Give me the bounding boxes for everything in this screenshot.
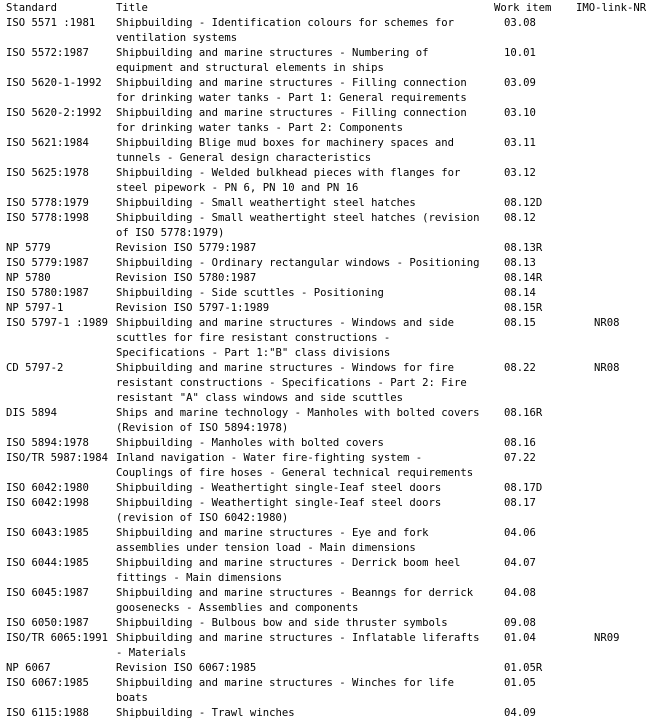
standard-cell: ISO 5778:1998 (6, 212, 89, 224)
table-body (0, 16, 649, 721)
standard-cell: ISO 6042:1998 (6, 497, 89, 509)
table-row (0, 136, 649, 166)
standard-cell: ISO/TR 6065:1991 (6, 632, 109, 644)
imo-link-cell (574, 496, 649, 526)
standard-cell: ISO 5894:1978 (6, 437, 89, 449)
imo-link-cell (574, 211, 649, 241)
imo-link-cell: NR08 (594, 362, 620, 374)
title-cell: Shipbuilding - Trawl winches (116, 707, 295, 719)
standard-cell: ISO 5797-1 :1989 (6, 317, 109, 329)
title-cell: Revision ISO 5780:1987 (116, 272, 257, 284)
title-cell: Shipbuilding and marine structures - Derrick boom heel fittings - Main dimensions (116, 557, 461, 584)
standard-cell: ISO 6050:1987 (6, 617, 89, 629)
imo-link-cell: NR08 (594, 317, 620, 329)
standard-cell: ISO 5780:1987 (6, 287, 89, 299)
title-cell: Shipbuilding and marine structures - Windows for fire resistant constructions - Specifications - Part 2: Fire resistant "A" class windows and side scuttles (116, 362, 467, 404)
table-row (0, 76, 649, 106)
title-cell: Shipbuilding and marine structures - Beanngs for derrick goosenecks - Assemblies and components (116, 587, 474, 614)
standard-cell: ISO 5620-2:1992 (6, 107, 102, 119)
title-cell: Shipbuilding Blige mud boxes for machinery spaces and tunnels - General design characteristics (116, 137, 455, 164)
table-row (0, 256, 649, 271)
title-cell: Shipbuilding - Welded bulkhead pieces with flanges for steel pipework - PN 6, PN 10 and PN 16 (116, 167, 461, 194)
standard-cell: ISO 5572:1987 (6, 47, 89, 59)
title-cell: Shipbuilding and marine structures - Filling connection for drinking water tanks - Part 2: Components (116, 107, 467, 134)
imo-link-cell (574, 676, 649, 706)
work-item-cell: 10.01 (504, 47, 536, 59)
work-item-cell: 01.05R (504, 662, 543, 674)
imo-link-cell (574, 556, 649, 586)
standard-cell: ISO 5779:1987 (6, 257, 89, 269)
title-cell: Shipbuilding - Weathertight single-Ieaf steel doors (116, 482, 442, 494)
imo-link-cell (574, 271, 649, 286)
standard-cell: NP 5779 (6, 242, 51, 254)
standards-table (0, 1, 649, 721)
work-item-cell: 08.14R (504, 272, 543, 284)
table-row (0, 676, 649, 706)
title-cell: Inland navigation - Water fire-fighting system - Couplings of fire hoses - General technical requirements (116, 452, 474, 479)
title-cell: Revision ISO 5797-1:1989 (116, 302, 270, 314)
work-item-cell: 04.07 (504, 557, 536, 569)
table-row (0, 481, 649, 496)
table-row (0, 196, 649, 211)
imo-link-cell: NR09 (594, 632, 620, 644)
header-imo-link: IMO-link-NR (576, 2, 647, 14)
imo-link-cell (574, 481, 649, 496)
work-item-cell: 03.11 (504, 137, 536, 149)
table-row (0, 616, 649, 631)
standard-cell: ISO/TR 5987:1984 (6, 452, 109, 464)
title-cell: Shipbuilding - Identification colours for schemes for ventilation systems (116, 17, 455, 44)
title-cell: Shipbuilding - Ordinary rectangular windows - Positioning (116, 257, 480, 269)
standard-cell: DIS 5894 (6, 407, 58, 419)
imo-link-cell (574, 136, 649, 166)
imo-link-cell (574, 451, 649, 481)
table-row (0, 661, 649, 676)
work-item-cell: 08.13R (504, 242, 543, 254)
title-cell: Shipbuilding and marine structures - Numbering of equipment and structural elements in ships (116, 47, 429, 74)
imo-link-cell (574, 166, 649, 196)
imo-link-cell (574, 586, 649, 616)
title-cell: Shipbuilding and marine structures - Inflatable liferafts - Materials (116, 632, 480, 659)
title-cell: Revision ISO 6067:1985 (116, 662, 257, 674)
title-cell: Ships and marine technology - Manholes with bolted covers (Revision of ISO 5894:1978) (116, 407, 480, 434)
table-row (0, 556, 649, 586)
title-cell: Shipbuilding - Side scuttles - Positioning (116, 287, 384, 299)
table-row (0, 436, 649, 451)
title-cell: Shipbuilding and marine structures - Eye and fork assemblies under tension load - Main dimensions (116, 527, 429, 554)
table-row (0, 496, 649, 526)
standard-cell: ISO 6115:1988 (6, 707, 89, 719)
standard-cell: ISO 6067:1985 (6, 677, 89, 689)
work-item-cell: 09.08 (504, 617, 536, 629)
table-row (0, 46, 649, 76)
work-item-cell: 08.22 (504, 362, 536, 374)
work-item-cell: 01.04 (504, 632, 536, 644)
work-item-cell: 03.08 (504, 17, 536, 29)
table-row (0, 631, 649, 661)
imo-link-cell (574, 661, 649, 676)
work-item-cell: 04.09 (504, 707, 536, 719)
title-cell: Shipbuilding and marine structures - Winches for life boats (116, 677, 455, 704)
table-row (0, 526, 649, 556)
header-title: Title (116, 2, 148, 14)
table-row (0, 166, 649, 196)
table-header-row (0, 1, 649, 16)
standard-cell: ISO 6045:1987 (6, 587, 89, 599)
work-item-cell: 08.12 (504, 212, 536, 224)
work-item-cell: 04.08 (504, 587, 536, 599)
standard-cell: ISO 5571 :1981 (6, 17, 96, 29)
table-row (0, 211, 649, 241)
table-row (0, 16, 649, 46)
work-item-cell: 03.09 (504, 77, 536, 89)
imo-link-cell (574, 196, 649, 211)
work-item-cell: 08.12D (504, 197, 543, 209)
work-item-cell: 04.06 (504, 527, 536, 539)
imo-link-cell (574, 106, 649, 136)
work-item-cell: 08.15R (504, 302, 543, 314)
standard-cell: ISO 6044:1985 (6, 557, 89, 569)
work-item-cell: 08.16R (504, 407, 543, 419)
standard-cell: CD 5797-2 (6, 362, 64, 374)
table-row (0, 241, 649, 256)
work-item-cell: 08.13 (504, 257, 536, 269)
title-cell: Revision ISO 5779:1987 (116, 242, 257, 254)
header-work-item: Work item (494, 2, 552, 14)
standard-cell: ISO 5621:1984 (6, 137, 89, 149)
table-row (0, 271, 649, 286)
standard-cell: NP 5797-1 (6, 302, 64, 314)
standard-cell: ISO 6043:1985 (6, 527, 89, 539)
standard-cell: ISO 5625:1978 (6, 167, 89, 179)
work-item-cell: 08.17D (504, 482, 543, 494)
imo-link-cell (574, 241, 649, 256)
work-item-cell: 03.12 (504, 167, 536, 179)
imo-link-cell (574, 301, 649, 316)
standard-cell: ISO 5778:1979 (6, 197, 89, 209)
table-row (0, 316, 649, 361)
imo-link-cell (574, 46, 649, 76)
work-item-cell: 01.05 (504, 677, 536, 689)
table-row (0, 406, 649, 436)
work-item-cell: 08.15 (504, 317, 536, 329)
title-cell: Shipbuilding - Weathertight single-Ieaf steel doors (revision of ISO 6042:1980) (116, 497, 442, 524)
table-row (0, 301, 649, 316)
imo-link-cell (574, 406, 649, 436)
title-cell: Shipbuilding - Bulbous bow and side thruster symbols (116, 617, 448, 629)
imo-link-cell (574, 436, 649, 451)
title-cell: Shipbuilding - Small weathertight steel hatches (116, 197, 416, 209)
work-item-cell: 08.14 (504, 287, 536, 299)
standard-cell: NP 5780 (6, 272, 51, 284)
table-row (0, 451, 649, 481)
standard-cell: ISO 5620-1-1992 (6, 77, 102, 89)
imo-link-cell (574, 256, 649, 271)
table-row (0, 286, 649, 301)
imo-link-cell (574, 76, 649, 106)
table-row (0, 106, 649, 136)
work-item-cell: 07.22 (504, 452, 536, 464)
title-cell: Shipbuilding - Manholes with bolted covers (116, 437, 384, 449)
work-item-cell: 08.17 (504, 497, 536, 509)
imo-link-cell (574, 286, 649, 301)
work-item-cell: 08.16 (504, 437, 536, 449)
header-standard: Standard (6, 2, 58, 14)
imo-link-cell (574, 16, 649, 46)
standard-cell: ISO 6042:1980 (6, 482, 89, 494)
title-cell: Shipbuilding and marine structures - Filling connection for drinking water tanks - Part 1: General requirements (116, 77, 467, 104)
standard-cell: NP 6067 (6, 662, 51, 674)
imo-link-cell (574, 616, 649, 631)
table-row (0, 361, 649, 406)
table-row (0, 586, 649, 616)
title-cell: Shipbuilding - Small weathertight steel hatches (revision of ISO 5778:1979) (116, 212, 480, 239)
title-cell: Shipbuilding and marine structures - Windows and side scuttles for fire resistant constructions - Specifications - Part 1:"B" class divisions (116, 317, 455, 359)
imo-link-cell (574, 526, 649, 556)
work-item-cell: 03.10 (504, 107, 536, 119)
